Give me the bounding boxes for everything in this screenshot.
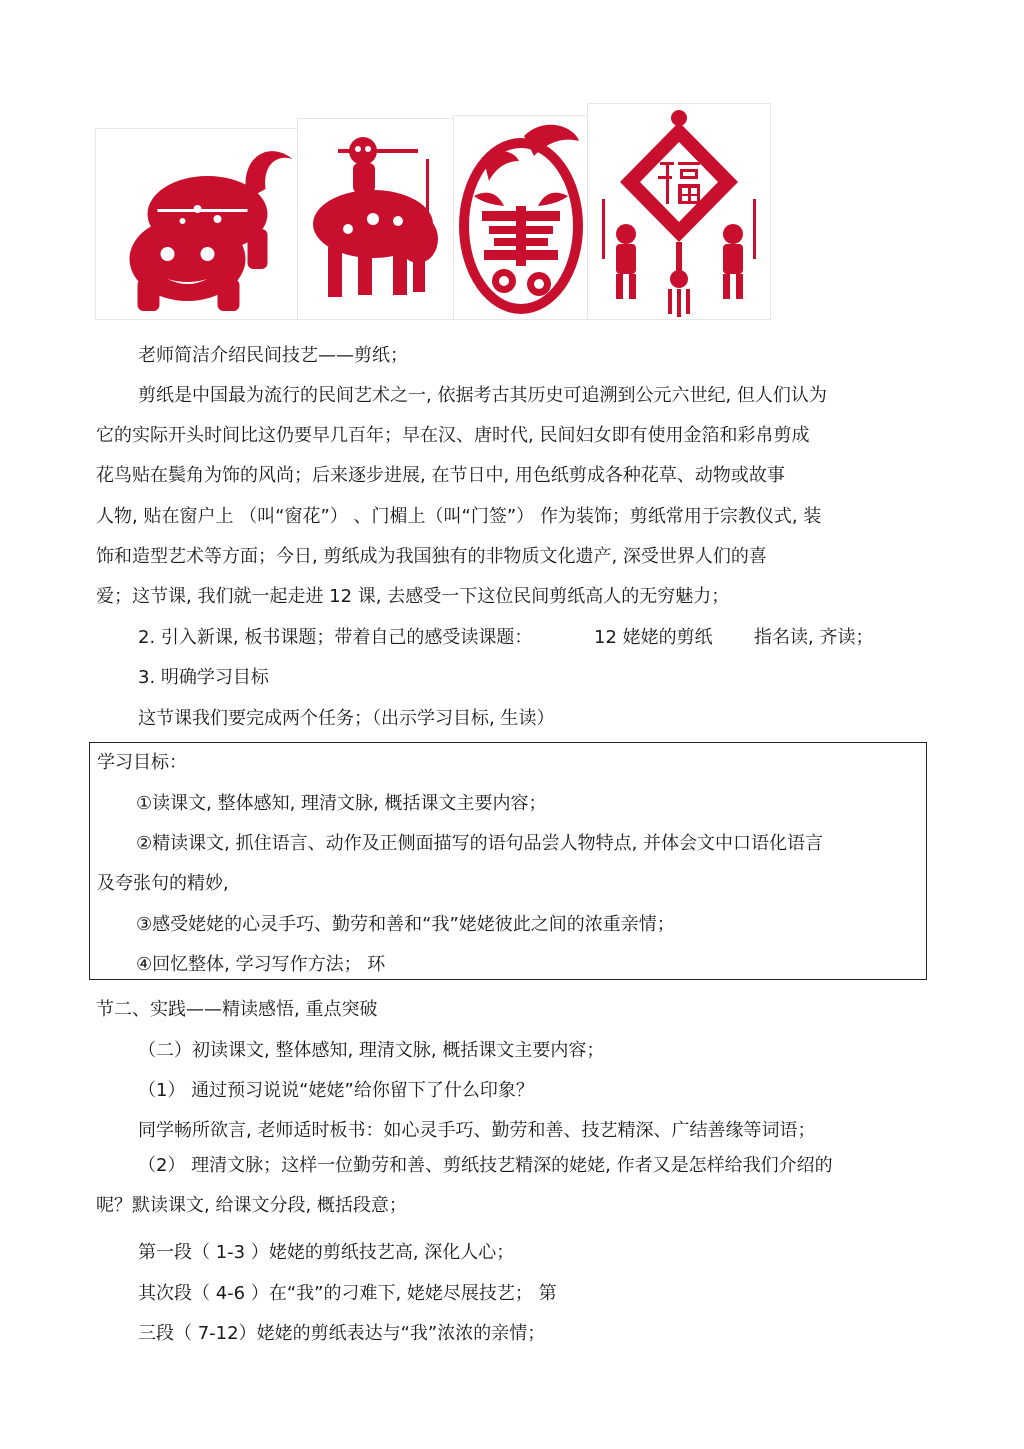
paragraph-line: 人物, 贴在窗户上 （叫“窗花”） 、门楣上（叫“门签”） 作为装饰；剪纸常用于宗教仪式, 装: [96, 506, 822, 527]
lesson-title: 12 姥姥的剪纸: [594, 627, 713, 648]
goal-item: ②精读课文, 抓住语言、动作及正侧面描写的语句品尝人物特点, 并体会文中口语化语言: [136, 833, 824, 854]
papercut-double-happiness-image: [453, 115, 589, 320]
papercut-tiger-image: [95, 128, 300, 320]
step-3-text: 3. 明确学习目标: [138, 667, 269, 688]
goal-item-continued: 及夸张句的精妙,: [97, 873, 229, 894]
paragraph-line: （1） 通过预习说说“姥姥”给你留下了什么印象？: [138, 1080, 534, 1101]
paragraph-line: （二）初读课文, 整体感知, 理清文脉, 概括课文主要内容；: [138, 1040, 605, 1061]
paragraph-line: 它的实际开头时间比这仍要早几百年；早在汉、唐时代, 民间妇女即有使用金箔和彩帛剪成: [96, 425, 810, 446]
paragraph-line: 呢？默读课文, 给课文分段, 概括段意；: [96, 1195, 407, 1216]
goal-item: ①读课文, 整体感知, 理清文脉, 概括课文主要内容；: [136, 793, 547, 814]
paragraph-line: 同学畅所欲言, 老师适时板书：如心灵手巧、勤劳和善、技艺精深、广结善缘等词语；: [138, 1120, 816, 1141]
papercut-ox-rider-image: [297, 118, 455, 320]
paragraph-line: （2） 理清文脉；这样一位勤劳和善、剪纸技艺精深的姥姥, 作者又是怎样给我们介绍的: [138, 1155, 833, 1176]
learning-goals-box: [89, 742, 927, 980]
paragraph-line: 三段（ 7-12）姥姥的剪纸表达与“我”浓浓的亲情；: [138, 1323, 546, 1344]
tasks-intro: 这节课我们要完成两个任务；（出示学习目标, 生读）: [138, 708, 555, 729]
intro-heading: 老师简洁介绍民间技艺——剪纸；: [138, 345, 408, 366]
papercut-fu-ornament-image: [587, 103, 771, 320]
paragraph-line: 其次段（ 4-6 ）在“我”的刁难下, 姥姥尽展技艺； 第: [138, 1283, 557, 1304]
goal-item: ④回忆整体, 学习写作方法； 环: [136, 954, 386, 975]
goal-item: ③感受姥姥的心灵手巧、勤劳和善和“我”姥姥彼此之间的浓重亲情；: [136, 914, 675, 935]
paragraph-line: 第一段（ 1-3 ）姥姥的剪纸技艺高, 深化人心；: [138, 1242, 515, 1263]
paragraph-line: 饰和造型艺术等方面；今日, 剪纸成为我国独有的非物质文化遗产, 深受世界人们的喜: [96, 546, 767, 567]
paragraph-line: 剪纸是中国最为流行的民间艺术之一, 依据考古其历史可追溯到公元六世纪, 但人们认为: [138, 385, 827, 406]
read-instruction: 指名读, 齐读；: [754, 627, 874, 648]
paragraph-line: 花鸟贴在鬓角为饰的风尚；后来逐步进展, 在节日中, 用色纸剪成各种花草、动物或故事: [96, 465, 785, 486]
step-2-text: 2. 引入新课, 板书课题；带着自己的感受读课题：: [138, 627, 533, 648]
section-heading: 节二、实践——精读感悟, 重点突破: [96, 999, 378, 1020]
paragraph-line: 爱；这节课, 我们就一起走进 12 课, 去感受一下这位民间剪纸高人的无穷魅力；: [96, 586, 730, 607]
goals-title: 学习目标：: [97, 752, 187, 773]
